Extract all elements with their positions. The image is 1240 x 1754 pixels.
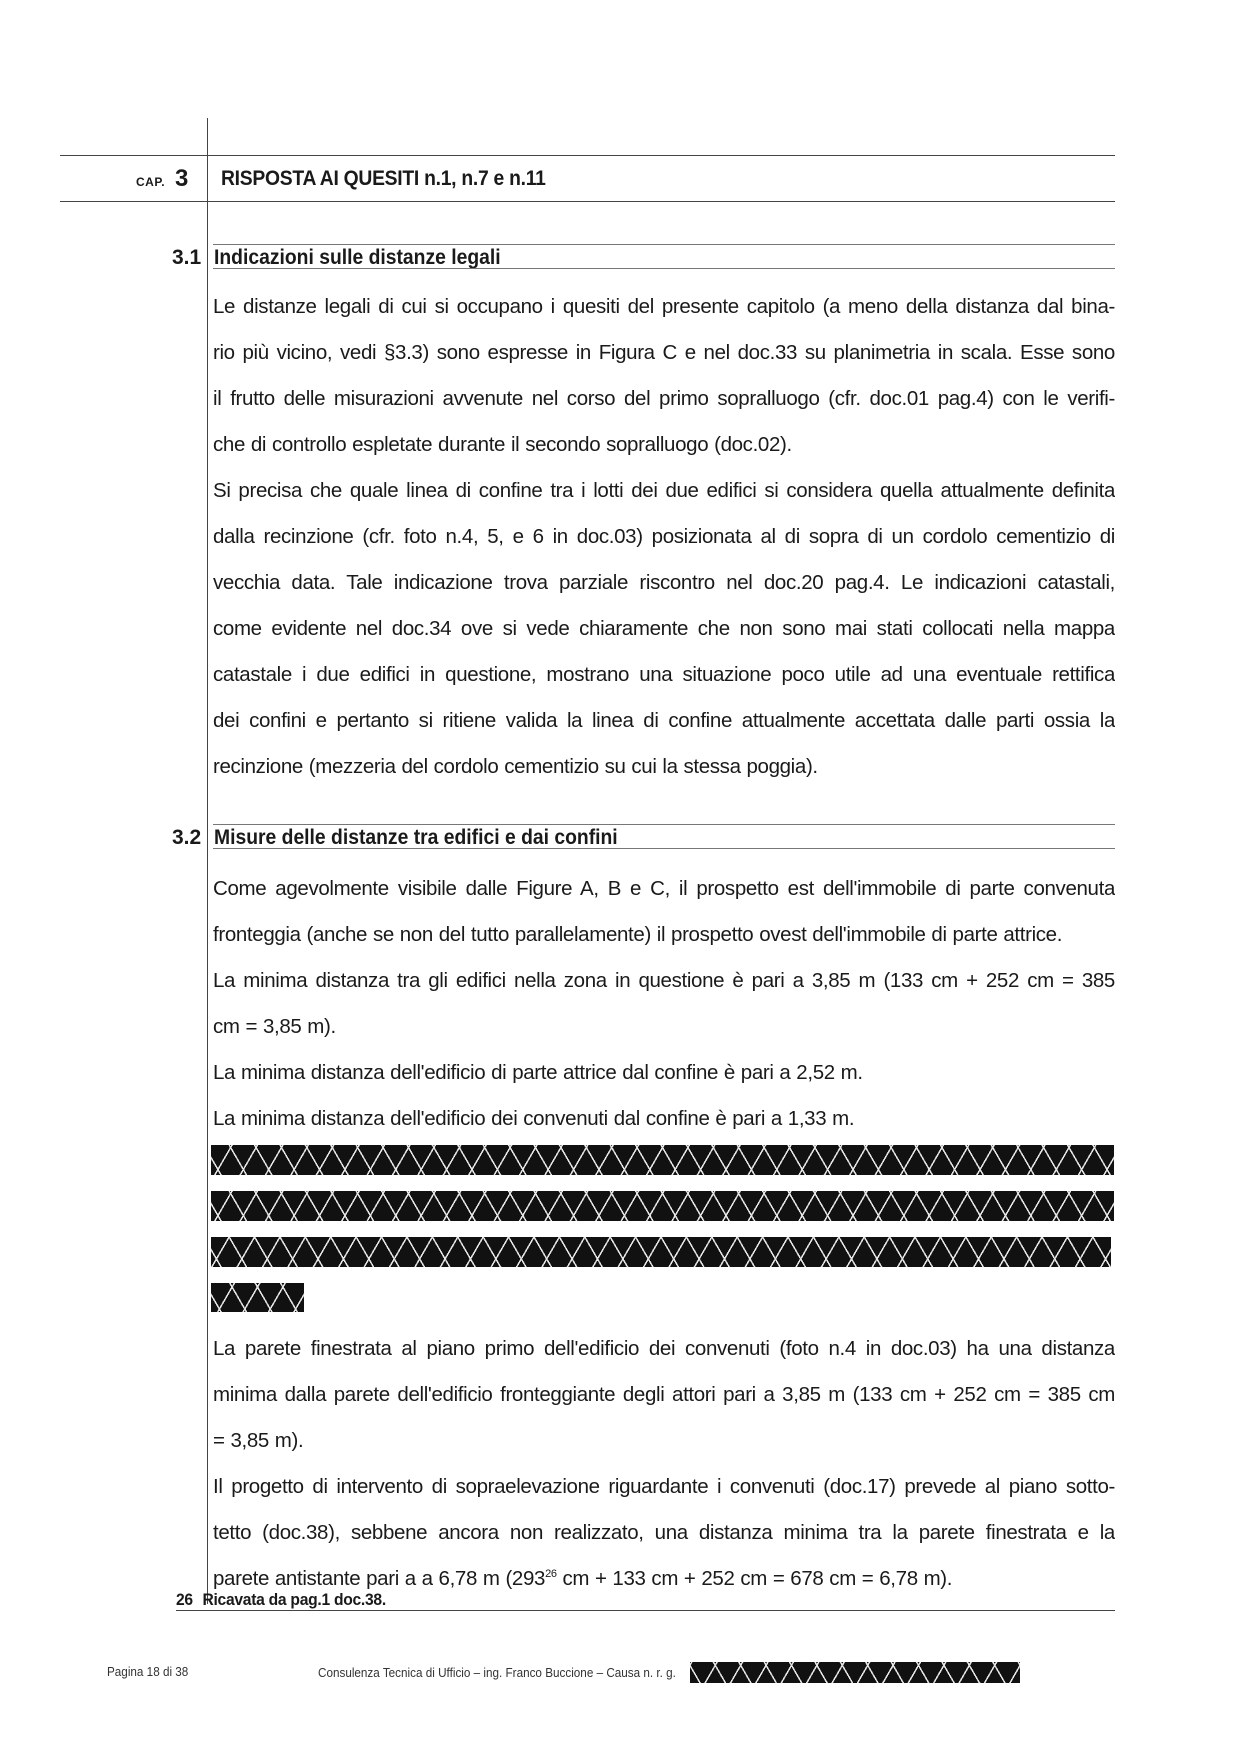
left-margin-rule xyxy=(207,118,208,1604)
section-3-1-title: Indicazioni sulle distanze legali xyxy=(214,246,501,269)
footnote-reference: 26 xyxy=(545,1568,557,1581)
text-line: Il progetto di intervento di sopraelevazione riguardante i convenuti (doc.17) prevede al piano sotto- xyxy=(213,1475,1115,1498)
text-line: fronteggia (anche se non del tutto parallelamente) il prospetto ovest dell'immobile di parte attrice. xyxy=(213,923,1063,946)
chapter-label: CAP. xyxy=(136,175,166,189)
section-3-2-title: Misure delle distanze tra edifici e dai confini xyxy=(214,826,618,849)
text-line: tetto (doc.38), sebbene ancora non realizzato, una distanza minima tra la parete finestrata e la xyxy=(213,1521,1115,1544)
text-line: Come agevolmente visibile dalle Figure A, B e C, il prospetto est dell'immobile di parte convenuta xyxy=(213,877,1115,900)
chapter-title: RISPOSTA AI QUESITI n.1, n.7 e n.11 xyxy=(221,167,546,190)
text-line: cm = 3,85 m). xyxy=(213,1015,336,1038)
redacted-block xyxy=(211,1283,304,1312)
section-3-1-number: 3.1 xyxy=(172,246,202,269)
text-line: Si precisa che quale linea di confine tra i lotti dei due edifici si considera quella attualmente definita xyxy=(213,479,1115,502)
text-line: La minima distanza tra gli edifici nella zona in questione è pari a 3,85 m (133 cm + 252 cm = 385 xyxy=(213,969,1115,992)
text-line: La minima distanza dell'edificio di parte attrice dal confine è pari a 2,52 m. xyxy=(213,1061,863,1084)
text-line: catastale i due edifici in questione, mostrano una situazione poco utile ad una eventuale rettifica xyxy=(213,663,1115,686)
section-3-1-bottom-rule xyxy=(213,268,1115,269)
footnote-number: 26 xyxy=(176,1590,193,1609)
section-3-2-paragraph-3 xyxy=(213,1050,1115,1096)
section-3-1-paragraph-2 xyxy=(213,468,1115,790)
footnote-text: Ricavata da pag.1 doc.38. xyxy=(202,1590,386,1609)
section-3-2-top-rule xyxy=(213,824,1115,825)
redacted-block xyxy=(211,1191,1114,1221)
text-line: il frutto delle misurazioni avvenute nel corso del primo sopralluogo (cfr. doc.01 pag.4) con le verifi- xyxy=(213,387,1115,410)
text-line: La parete finestrata al piano primo dell'edificio dei convenuti (foto n.4 in doc.03) ha una distanza xyxy=(213,1337,1115,1360)
text-run: parete antistante pari a a 6,78 m (293 xyxy=(213,1567,546,1590)
text-line: minima dalla parete dell'edificio fronteggiante degli attori pari a 3,85 m (133 cm + 252 cm = 385 cm xyxy=(213,1383,1115,1406)
text-line: La minima distanza dell'edificio dei convenuti dal confine è pari a 1,33 m. xyxy=(213,1107,855,1130)
section-3-1-top-rule xyxy=(213,244,1115,245)
section-3-2-paragraph-4 xyxy=(213,1096,1115,1142)
section-3-2-paragraph-5 xyxy=(213,1326,1115,1464)
section-3-2-paragraph-2 xyxy=(213,958,1115,1050)
text-line: Le distanze legali di cui si occupano i quesiti del presente capitolo (a meno della distanza dal bina- xyxy=(213,295,1115,318)
text-run: cm + 133 cm + 252 cm = 678 cm = 6,78 m). xyxy=(556,1567,953,1590)
footer-page-number: Pagina 18 di 38 xyxy=(107,1664,189,1679)
chapter-bottom-rule xyxy=(60,201,1115,202)
text-line: dei confini e pertanto si ritiene valida la linea di confine attualmente accettata dalle parti ossia la xyxy=(213,709,1115,732)
section-3-2-number: 3.2 xyxy=(172,826,202,849)
footer-center-text: Consulenza Tecnica di Ufficio – ing. Franco Buccione – Causa n. r. g. xyxy=(318,1665,676,1680)
text-line: = 3,85 m). xyxy=(213,1429,304,1452)
section-3-2-paragraph-6 xyxy=(213,1464,1115,1602)
section-3-2-paragraph-1 xyxy=(213,866,1115,958)
text-line: recinzione (mezzeria del cordolo cementizio su cui la stessa poggia). xyxy=(213,755,818,778)
chapter-heading xyxy=(60,163,1115,197)
text-line: che di controllo espletate durante il secondo sopralluogo (doc.02). xyxy=(213,433,792,456)
footnote xyxy=(176,1590,386,1610)
footnote-rule xyxy=(176,1610,1115,1611)
text-line: rio più vicino, vedi §3.3) sono espresse in Figura C e nel doc.33 su planimetria in scala. Esse sono xyxy=(213,341,1115,364)
footer-redacted-case-number xyxy=(690,1662,1020,1683)
section-3-2-bottom-rule xyxy=(213,848,1115,849)
redacted-block xyxy=(211,1145,1114,1175)
text-line: come evidente nel doc.34 ove si vede chiaramente che non sono mai stati collocati nella mappa xyxy=(213,617,1115,640)
section-3-1-paragraph-1 xyxy=(213,284,1115,468)
redacted-block xyxy=(211,1237,1111,1267)
chapter-top-rule xyxy=(60,155,1115,156)
chapter-number: 3 xyxy=(175,165,189,192)
text-line: dalla recinzione (cfr. foto n.4, 5, e 6 in doc.03) posizionata al di sopra di un cordolo cementizio di xyxy=(213,525,1115,548)
text-line: vecchia data. Tale indicazione trova parziale riscontro nel doc.20 pag.4. Le indicazioni catastali, xyxy=(213,571,1115,594)
